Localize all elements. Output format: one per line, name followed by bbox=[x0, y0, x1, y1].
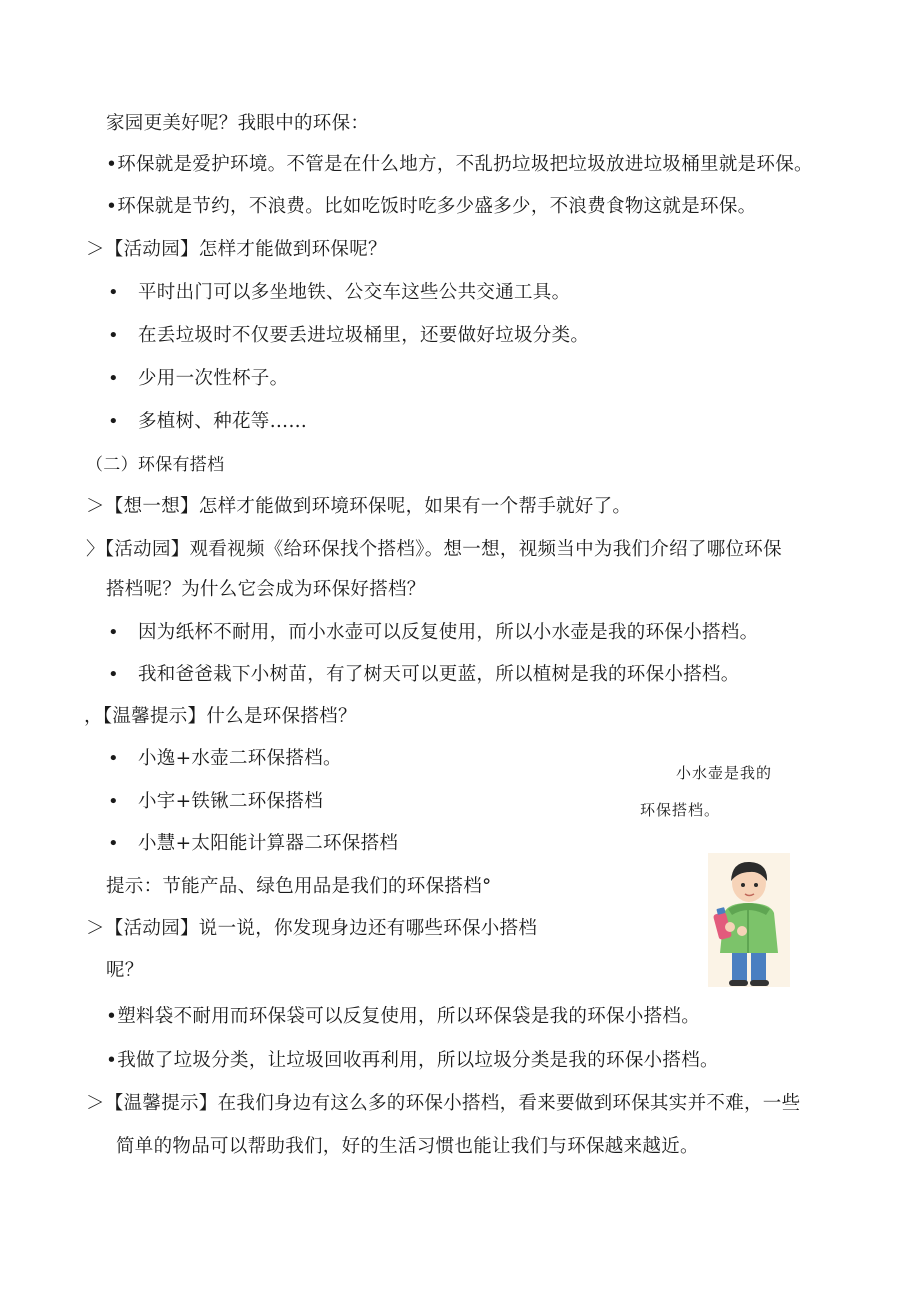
bullet-line: 小宇+铁锹二环保搭档 bbox=[138, 791, 324, 812]
bullet-marker: • bbox=[108, 622, 119, 643]
illustration-caption-line2: 环保搭档。 bbox=[640, 801, 721, 819]
bullet-line: 少用一次性杯子。 bbox=[138, 368, 289, 389]
bullet-line: 在丢垃圾时不仅要丢进垃圾桶里，还要做好垃圾分类。 bbox=[138, 325, 590, 346]
paragraph-continuation: 家园更美好呢？我眼中的环保： bbox=[106, 113, 370, 134]
paragraph-continuation: 简单的物品可以帮助我们，好的生活习惯也能让我们与环保越来越近。 bbox=[116, 1136, 699, 1157]
section-heading: 〉【活动园】观看视频《给环保找个搭档》。想一想，视频当中为我们介绍了哪位环保 bbox=[86, 539, 782, 560]
subsection-heading: （二）环保有搭档 bbox=[86, 455, 225, 475]
bullet-marker: • bbox=[108, 791, 119, 812]
boy-right-eye bbox=[754, 883, 758, 887]
illustration-caption-line1: 小水壶是我的 bbox=[676, 764, 773, 782]
section-heading: ＞【想一想】怎样才能做到环境环保呢，如果有一个帮手就好了。 bbox=[86, 496, 632, 517]
boy-left-hand bbox=[725, 922, 735, 932]
bullet-line: •塑料袋不耐用而环保袋可以反复使用，所以环保袋是我的环保小搭档。 bbox=[106, 1006, 701, 1027]
bullet-marker: • bbox=[108, 325, 119, 346]
bullet-line: •环保就是爱护环境。不管是在什么地方，不乱扔垃圾把垃圾放进垃圾桶里就是环保。 bbox=[106, 154, 813, 175]
bullet-marker: • bbox=[108, 748, 119, 769]
bullet-line: 小逸+水壶二环保搭档。 bbox=[138, 748, 342, 769]
bullet-marker: • bbox=[108, 282, 119, 303]
boy-holding-water-bottle-icon bbox=[708, 853, 790, 987]
paragraph-continuation: 呢？ bbox=[106, 960, 144, 981]
bullet-line: 小慧+太阳能计算器二环保搭档 bbox=[138, 833, 399, 854]
bullet-marker: • bbox=[108, 411, 119, 432]
boy-left-eye bbox=[741, 883, 745, 887]
boy-left-leg bbox=[732, 949, 747, 983]
bullet-marker: • bbox=[108, 833, 119, 854]
bullet-line: 多植树、种花等…… bbox=[138, 411, 308, 432]
bullet-line: 平时出门可以多坐地铁、公交车这些公共交通工具。 bbox=[138, 282, 571, 303]
section-heading: ，【温馨提示】什么是环保搭档？ bbox=[84, 706, 357, 727]
section-heading: ＞【活动园】怎样才能做到环保呢？ bbox=[86, 239, 387, 260]
hint-line: 提示：节能产品、绿色用品是我们的环保搭档° bbox=[106, 876, 492, 897]
bullet-line: •环保就是节约，不浪费。比如吃饭时吃多少盛多少，不浪费食物这就是环保。 bbox=[106, 196, 757, 217]
bullet-marker: • bbox=[108, 664, 119, 685]
boy-right-hand bbox=[737, 926, 747, 936]
boy-right-shoe bbox=[750, 980, 769, 986]
bullet-marker: • bbox=[108, 368, 119, 389]
section-heading: ＞【活动园】说一说，你发现身边还有哪些环保小搭档 bbox=[86, 918, 538, 939]
boy-left-shoe bbox=[729, 980, 748, 986]
bullet-line: 因为纸杯不耐用，而小水壶可以反复使用，所以小水壶是我的环保小搭档。 bbox=[138, 622, 759, 643]
bullet-line: 我和爸爸栽下小树苗，有了树天可以更蓝，所以植树是我的环保小搭档。 bbox=[138, 664, 740, 685]
boy-right-leg bbox=[751, 949, 766, 983]
bullet-line: •我做了垃圾分类，让垃圾回收再利用，所以垃圾分类是我的环保小搭档。 bbox=[106, 1050, 719, 1071]
section-heading: ＞【温馨提示】在我们身边有这么多的环保小搭档，看来要做到环保其实并不难，一些 bbox=[86, 1093, 801, 1114]
paragraph-continuation: 搭档呢？为什么它会成为环保好搭档？ bbox=[106, 579, 426, 600]
